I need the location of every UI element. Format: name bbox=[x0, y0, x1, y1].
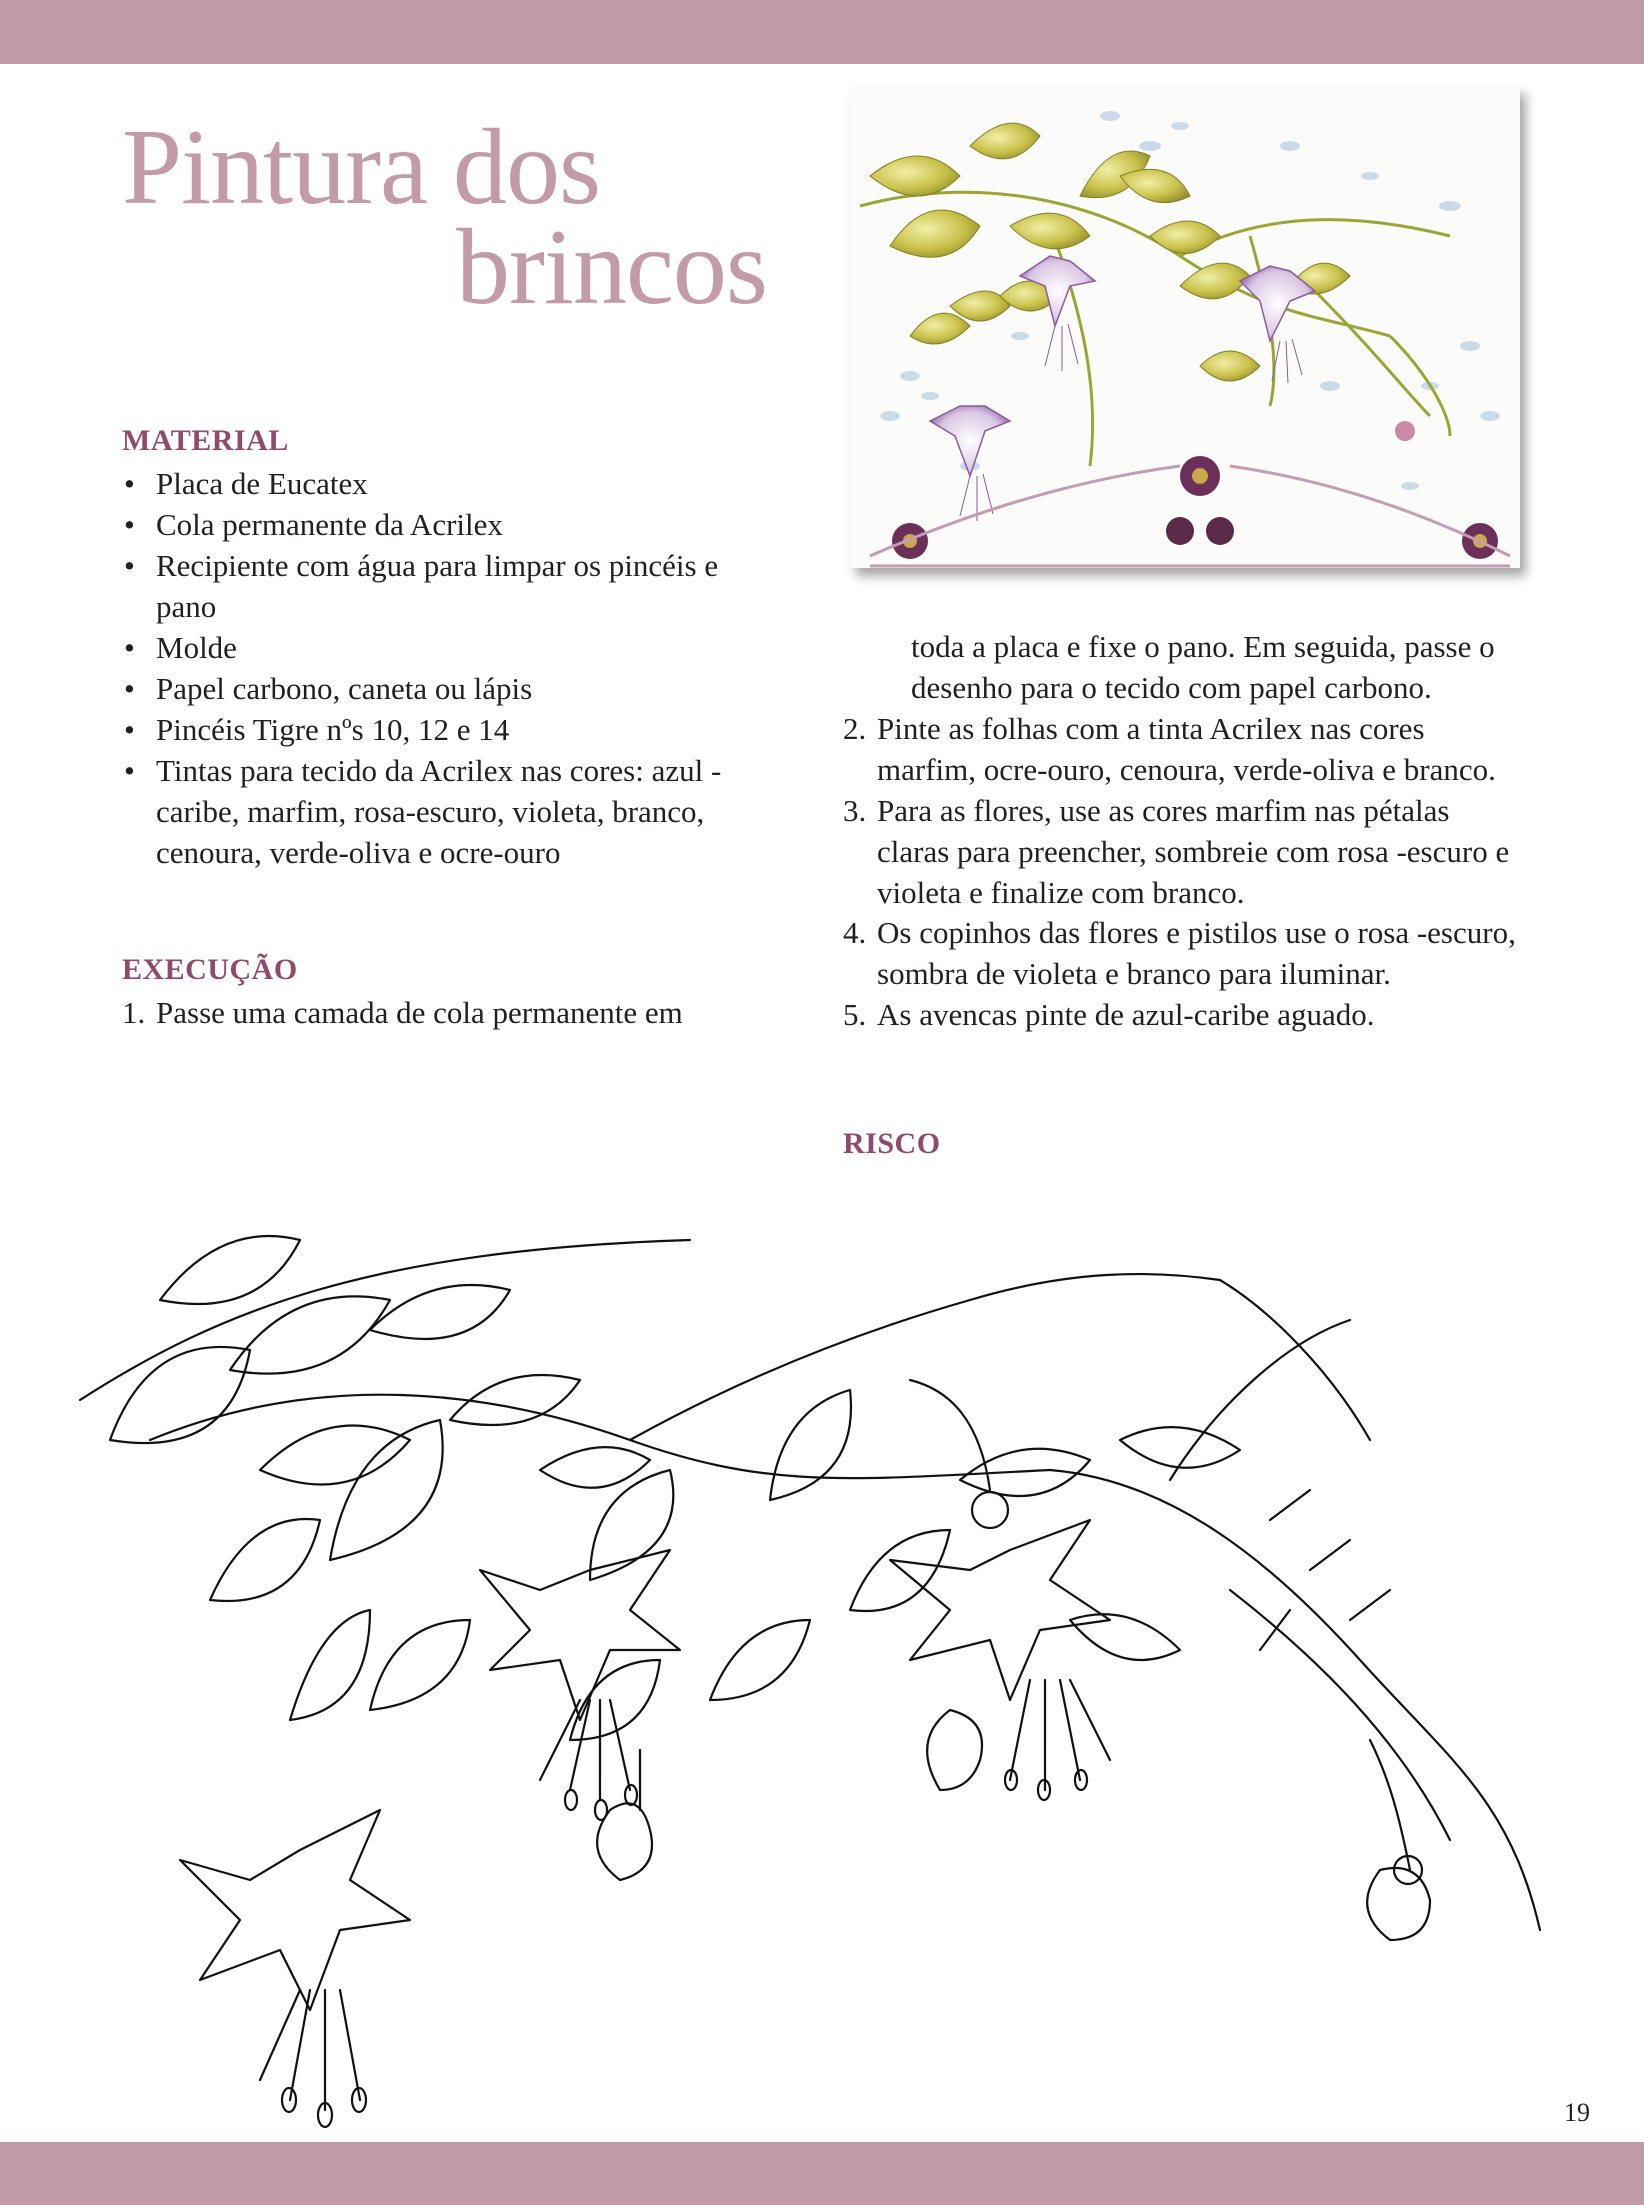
material-item: • Pincéis Tigre nºs 10, 12 e 14 bbox=[122, 709, 772, 750]
material-item: • Papel carbono, caneta ou lápis bbox=[122, 668, 772, 709]
painted-fabric-photo bbox=[850, 86, 1520, 568]
execucao-step-1 bbox=[122, 992, 782, 1033]
step-number: 5. bbox=[843, 997, 867, 1032]
step-text: Para as flores, use as cores marfim nas pétalas claras para preencher, sombreie com rosa -escuro e violeta e finalize com branco. bbox=[877, 793, 1510, 910]
page-title-line-1: Pintura dos bbox=[122, 108, 601, 227]
execucao-step-3 bbox=[843, 790, 1523, 913]
execucao-heading: EXECUÇÃO bbox=[122, 953, 298, 986]
bottom-decorative-band bbox=[0, 2142, 1644, 2205]
step-text: As avencas pinte de azul-caribe aguado. bbox=[877, 997, 1375, 1032]
step-text-part-1: Passe uma camada de cola permanente em bbox=[156, 995, 683, 1030]
material-list bbox=[122, 463, 772, 873]
material-heading: MATERIAL bbox=[122, 424, 289, 457]
material-item: • Molde bbox=[122, 627, 772, 668]
step-number: 3. bbox=[843, 793, 867, 828]
page-number: 19 bbox=[1564, 2098, 1590, 2127]
material-item: • Placa de Eucatex bbox=[122, 463, 772, 504]
execucao-step-5 bbox=[843, 994, 1523, 1035]
step-text-part-2: toda a placa e fixe o pano. Em seguida, passe o desenho para o tecido com papel carbono. bbox=[911, 629, 1495, 705]
execucao-step-4 bbox=[843, 912, 1523, 994]
step-text: Pinte as folhas com a tinta Acrilex nas cores marfim, ocre-ouro, cenoura, verde-oliva e branco. bbox=[877, 711, 1496, 787]
step-number: 1. bbox=[122, 995, 146, 1030]
page-title-line-2: brincos bbox=[456, 208, 767, 327]
risco-heading: RISCO bbox=[843, 1127, 941, 1160]
execucao-step-1-continued bbox=[877, 626, 1537, 708]
fuchsia-line-pattern bbox=[70, 1140, 1560, 2140]
material-item: • Recipiente com água para limpar os pincéis e pano bbox=[122, 545, 772, 627]
material-item: • Cola permanente da Acrilex bbox=[122, 504, 772, 545]
execucao-step-2 bbox=[843, 708, 1523, 790]
fuchsia-painting-image bbox=[850, 86, 1520, 568]
step-number: 2. bbox=[843, 711, 867, 746]
material-item: • Tintas para tecido da Acrilex nas cores: azul -caribe, marfim, rosa-escuro, violeta, branco, cenoura, verde-oliva e ocre-ouro bbox=[122, 750, 772, 873]
step-text: Os copinhos das flores e pistilos use o rosa -escuro, sombra de violeta e branco para iluminar. bbox=[877, 915, 1516, 991]
step-number: 4. bbox=[843, 915, 867, 950]
top-decorative-band bbox=[0, 0, 1644, 64]
